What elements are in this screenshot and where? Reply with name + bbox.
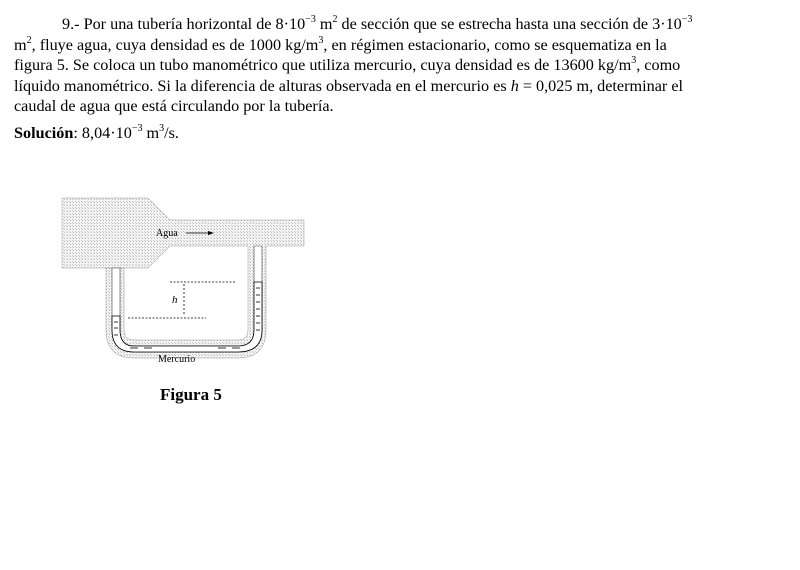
solution: Solución: $8,04\cdot 10^{-3}$ $m^3/s$. [14, 123, 179, 142]
problem-line-1: 9.- Por una tubería horizontal de $8\cdot 10^{-3}$ $m^2$ de sección que se estrecha hasta una sección de $3\cdot 10^{-3}$ [62, 14, 693, 33]
problem-statement [14, 14, 770, 117]
h-label: h [172, 294, 178, 306]
problem-number: 9.- [62, 15, 80, 33]
mercury-label: Mercurio [158, 354, 196, 365]
water-label: Agua [156, 228, 178, 239]
venturi-diagram [58, 190, 308, 375]
problem-line-5: caudal de agua que está circulando por la tubería. [14, 97, 334, 116]
problem-line-3: figura 5. Se coloca un tubo manométrico que utiliza mercurio, cuya densidad es de 13600 $kg/m^3$, como [14, 55, 681, 75]
figure-caption: Figura 5 [160, 385, 222, 404]
solution-label: Solución [14, 124, 74, 142]
venturi-manometer-figure [58, 190, 308, 375]
problem-line-2: $m^2$, fluye agua, cuya densidad es de 1000 $kg/m^3$, en régimen estacionario, como se esquematiza en la [14, 34, 667, 54]
h-variable: h [510, 76, 519, 95]
problem-line-4: líquido manométrico. Si la diferencia de alturas observada en el mercurio es h = 0,025 m, determinar el [14, 76, 683, 95]
